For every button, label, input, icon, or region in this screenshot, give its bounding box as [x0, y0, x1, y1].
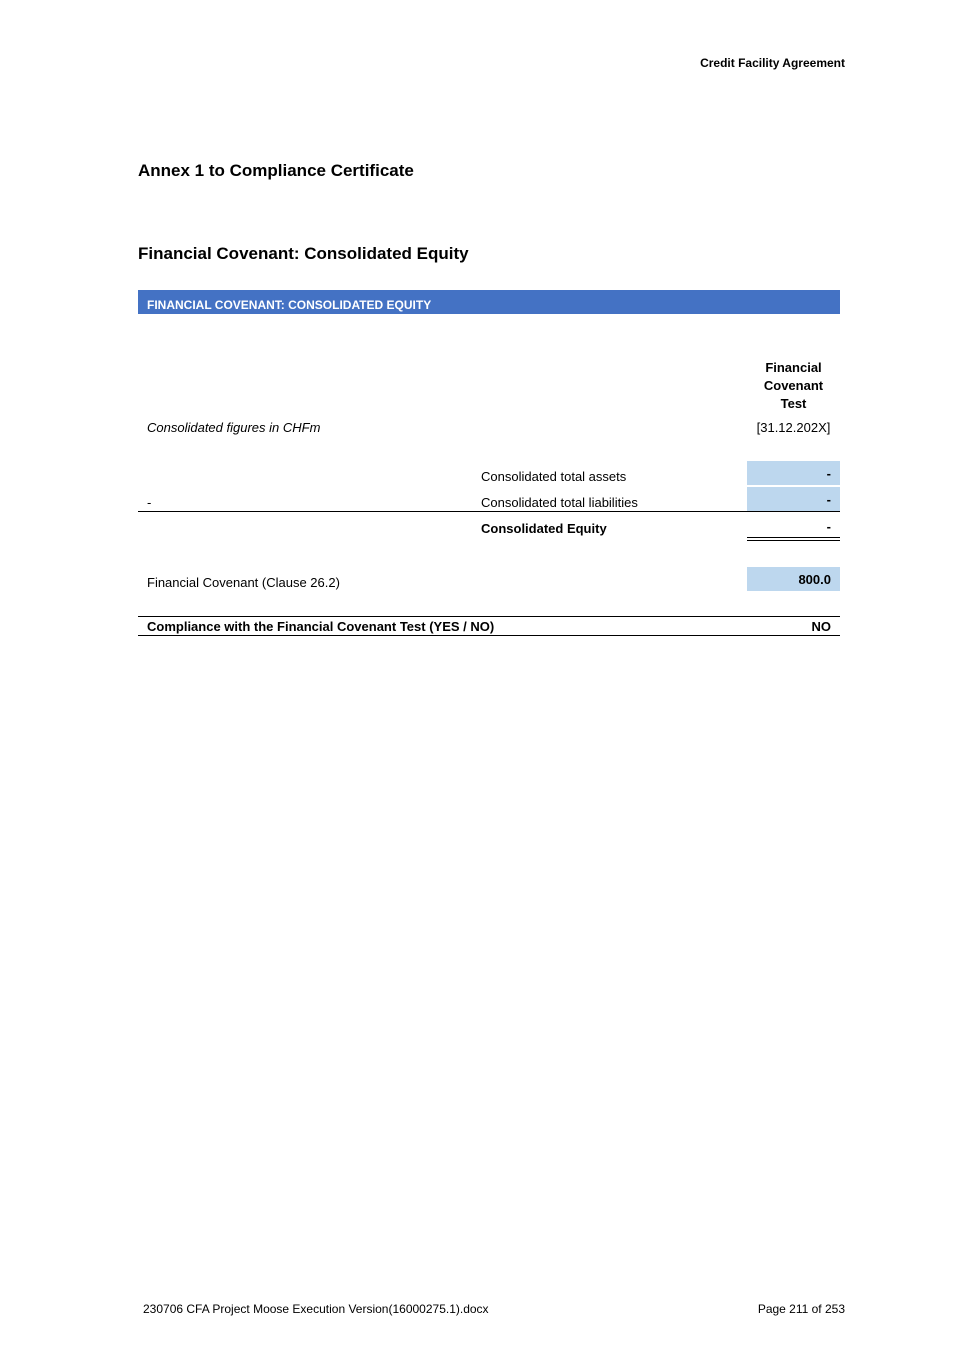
total-double-rule [747, 537, 840, 541]
covenant-value[interactable]: 800.0 [747, 567, 840, 591]
period-date: [31.12.202X] [756, 420, 831, 435]
compliance-bottom-rule [138, 635, 840, 636]
column-header-line: Financial [765, 360, 822, 375]
row-prefix-minus: - [147, 495, 152, 510]
table-banner: FINANCIAL COVENANT: CONSOLIDATED EQUITY [138, 290, 840, 314]
footer-document-name: 230706 CFA Project Moose Execution Version(16000275.1).docx [143, 1302, 489, 1316]
compliance-top-rule [138, 616, 840, 617]
column-header-line: Covenant [763, 378, 824, 393]
figures-unit-label: Consolidated figures in CHFm [147, 420, 321, 435]
subtotal-rule [138, 511, 840, 512]
section-title: Financial Covenant: Consolidated Equity [138, 244, 469, 263]
annex-title: Annex 1 to Compliance Certificate [138, 161, 414, 180]
row-label-consolidated-equity: Consolidated Equity [481, 521, 607, 536]
footer-page-number: Page 211 of 253 [757, 1302, 845, 1316]
compliance-value: NO [811, 619, 831, 634]
compliance-label: Compliance with the Financial Covenant Test (YES / NO) [147, 619, 495, 634]
document-header-title: Credit Facility Agreement [700, 56, 845, 70]
column-header-line: Test [780, 396, 807, 411]
value-consolidated-equity: - [826, 519, 831, 534]
column-header [747, 359, 840, 413]
row-label-total-liabilities: Consolidated total liabilities [481, 495, 638, 510]
row-label-total-assets: Consolidated total assets [481, 469, 627, 484]
value-total-assets[interactable]: - [747, 461, 840, 485]
covenant-label: Financial Covenant (Clause 26.2) [147, 575, 340, 590]
value-total-liabilities[interactable]: - [747, 487, 840, 511]
